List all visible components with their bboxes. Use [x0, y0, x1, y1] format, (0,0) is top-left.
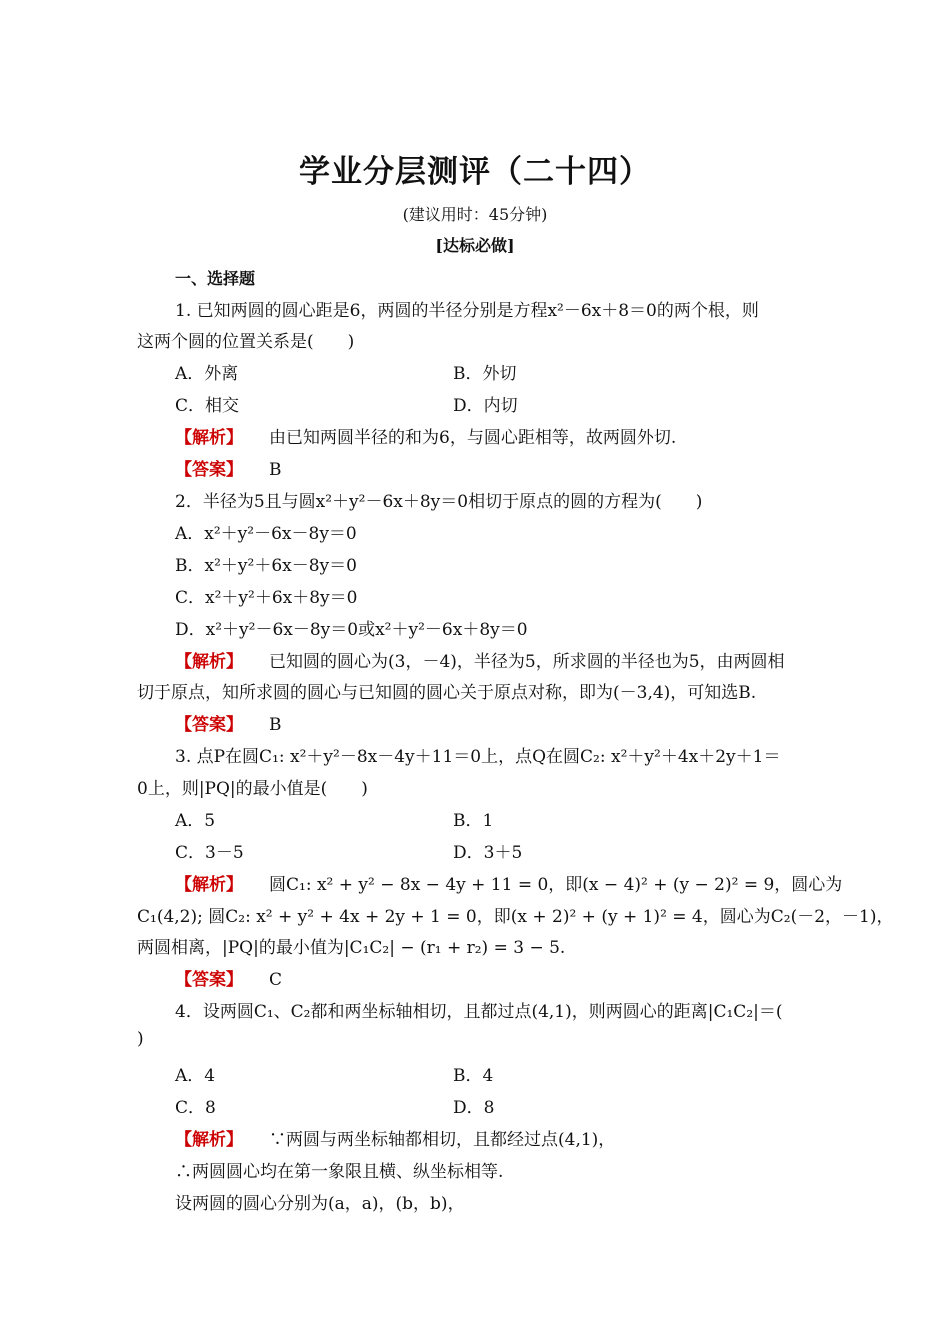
answer-label: 【答案】 [175, 715, 243, 735]
q3-analysis-line1: 圆C₁: x² + y² − 8x − 4y + 11 = 0，即(x − 4)² + (y − 2)² = 9，圆心为 [269, 875, 843, 895]
q3-stem-line1: 3. 点P在圆C₁: x²＋y²－8x－4y＋11＝0上，点Q在圆C₂: x²＋y²＋4x＋2y＋1＝ [175, 747, 781, 767]
analysis-label: 【解析】 [175, 652, 243, 672]
q3-analysis-line3: 两圆相离，|PQ|的最小值为|C₁C₂| − (r₁ + r₂) = 3 − 5. [137, 938, 566, 958]
q2-answer [175, 710, 855, 735]
q2-option-d: D．x²＋y²－6x－8y＝0或x²＋y²－6x＋8y＝0 [175, 620, 528, 640]
q4-option-d: D．8 [453, 1098, 495, 1118]
answer-label: 【答案】 [175, 970, 243, 990]
q1-analysis [175, 423, 855, 448]
q2-analysis [175, 647, 855, 672]
q1-option-a: A．外离 [175, 364, 239, 384]
q4-analysis [175, 1125, 855, 1150]
q2-stem: 2．半径为5且与圆x²＋y²－6x＋8y＝0相切于原点的圆的方程为( ) [175, 492, 703, 512]
q1-answer [175, 455, 855, 480]
q3-option-c: C．3－5 [175, 843, 244, 863]
q3-analysis [175, 870, 855, 895]
q1-option-b: B．外切 [453, 364, 517, 384]
time-note: (建议用时：45分钟) [402, 205, 548, 224]
q1-stem-line1: 1. 已知两圆的圆心距是6，两圆的半径分别是方程x²－6x＋8＝0的两个根，则 [175, 301, 759, 321]
answer-label: 【答案】 [175, 460, 243, 480]
page-title: 学业分层测评（二十四） [299, 154, 651, 190]
q2-option-b: B．x²＋y²＋6x－8y＝0 [175, 556, 357, 576]
q4-analysis-line2: ∴两圆圆心均在第一象限且横、纵坐标相等. [175, 1162, 504, 1182]
analysis-label: 【解析】 [175, 875, 243, 895]
q4-option-c: C．8 [175, 1098, 216, 1118]
q4-option-b: B．4 [453, 1066, 494, 1086]
q3-answer-text: C [269, 970, 283, 990]
q4-stem-line2: ) [137, 1029, 144, 1049]
q2-answer-text: B [269, 715, 282, 735]
q3-answer [175, 965, 855, 990]
q3-option-b: B．1 [453, 811, 494, 831]
q3-stem-line2: 0上，则|PQ|的最小值是( ) [137, 779, 368, 799]
q3-analysis-line2: C₁(4,2); 圆C₂: x² + y² + 4x + 2y + 1 = 0，即(x + 2)² + (y + 1)² = 4，圆心为C₂(－2，－1)， [137, 907, 894, 927]
q2-option-c: C．x²＋y²＋6x＋8y＝0 [175, 588, 358, 608]
q1-option-c: C．相交 [175, 396, 240, 416]
q4-option-a: A．4 [175, 1066, 216, 1086]
level-label: [达标必做] [435, 236, 515, 255]
q1-option-d: D．内切 [453, 396, 518, 416]
q2-analysis-line1: 已知圆的圆心为(3，－4)，半径为5，所求圆的半径也为5，由两圆相 [269, 652, 785, 672]
analysis-label: 【解析】 [175, 1130, 243, 1150]
q2-option-a: A．x²＋y²－6x－8y＝0 [175, 524, 357, 544]
section-heading: 一、选择题 [175, 269, 256, 288]
q4-analysis-line3: 设两圆的圆心分别为(a，a)，(b，b)， [175, 1194, 465, 1214]
q2-analysis-line2: 切于原点，知所求圆的圆心与已知圆的圆心关于原点对称，即为(－3,4)，可知选B. [137, 683, 757, 703]
q1-stem-line2: 这两个圆的位置关系是( ) [137, 332, 355, 352]
q3-option-a: A．5 [175, 811, 216, 831]
q1-analysis-text: 由已知两圆半径的和为6，与圆心距相等，故两圆外切. [269, 428, 677, 448]
q3-option-d: D．3＋5 [453, 843, 523, 863]
q4-analysis-line1: ∵两圆与两坐标轴都相切，且都经过点(4,1)， [269, 1130, 616, 1150]
analysis-label: 【解析】 [175, 428, 243, 448]
q4-stem-line1: 4．设两圆C₁、C₂都和两坐标轴相切，且都过点(4,1)，则两圆心的距离|C₁C₂|＝( [175, 1002, 783, 1022]
q1-answer-text: B [269, 460, 282, 480]
